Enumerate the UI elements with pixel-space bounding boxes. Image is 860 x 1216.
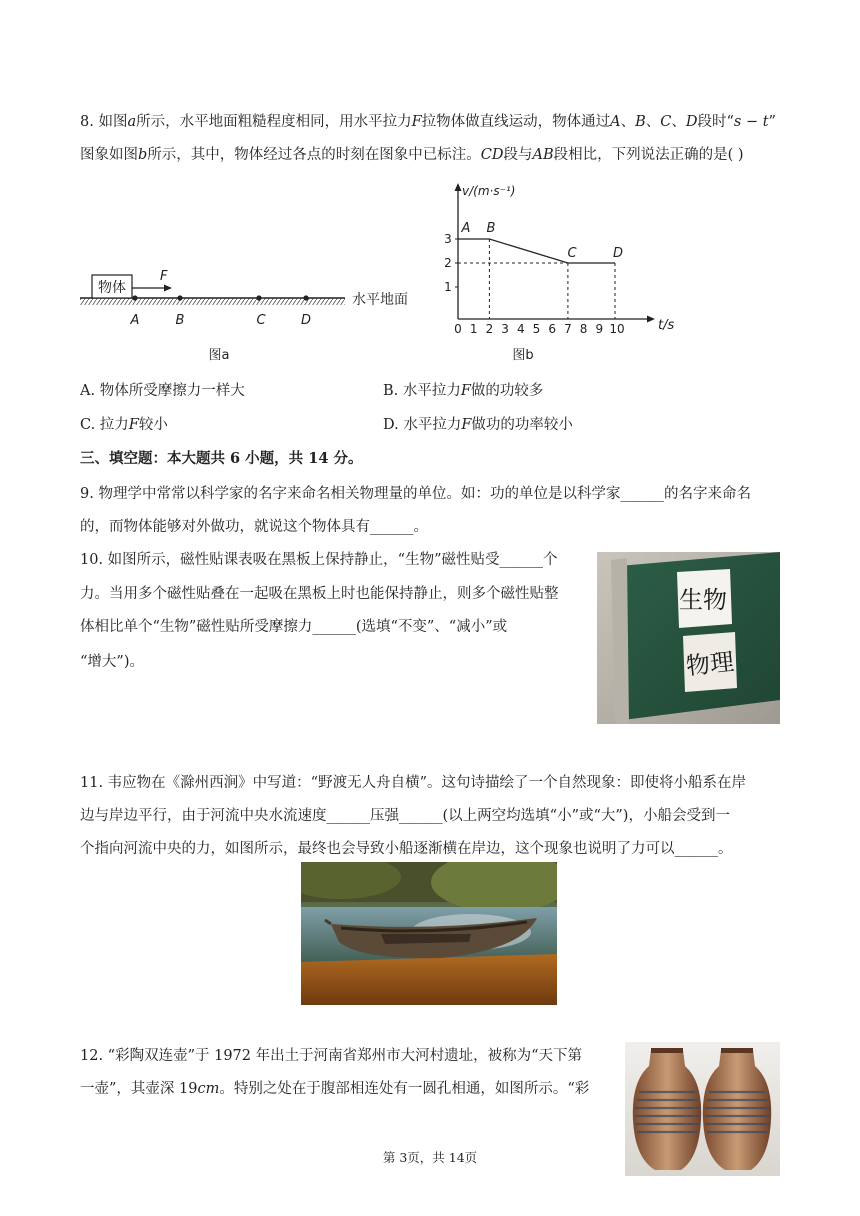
blackboard-photo	[597, 552, 780, 724]
x-tick-label-3: 3	[501, 322, 509, 336]
point-d-dot	[303, 295, 308, 300]
y-tick-label-1: 1	[444, 280, 452, 294]
point-c-label: C	[256, 313, 266, 328]
x-tick-labels	[454, 322, 624, 336]
q9-line1: 9. 物理学中常常以科学家的名字来命名相关物理量的单位。如：功的单位是以科学家______的名字来命名	[80, 486, 751, 502]
x-tick-label-7: 7	[564, 322, 572, 336]
q11-line1: 11. 韦应物在《滁州西涧》中写道：“野渡无人舟自横”。这句诗描绘了一个自然现象：即使将小船系在岸	[80, 775, 746, 791]
option-a: A. 物体所受摩擦力一样大	[80, 383, 245, 399]
y-tick-label-2: 2	[444, 256, 452, 270]
figure-b-caption: 图b	[512, 348, 534, 363]
q10-line4: “增大”)。	[80, 654, 144, 670]
x-tick-label-2: 2	[485, 322, 494, 336]
graph-point-a: A	[461, 221, 471, 236]
y-axis-label: v/(m·s⁻¹)	[462, 184, 516, 198]
magnet-label-biology: 生物	[679, 586, 727, 614]
point-a-dot	[132, 295, 137, 300]
q9-line2: 的，而物体能够对外做功，就说这个物体具有______。	[80, 519, 428, 535]
option-b: B. 水平拉力𝐹做的功较多	[383, 383, 544, 399]
q8-line2: 图象如图𝑏所示，其中，物体经过各点的时刻在图象中已标注。𝐶𝐷段与𝐴𝐵段相比，下列说法正确的是( )	[80, 147, 744, 163]
q10-line2: 力。当用多个磁性贴叠在一起吸在黑板上时也能保持静止，则多个磁性贴整	[80, 586, 559, 602]
q10-line3: 体相比单个“生物”磁性贴所受摩擦力______(选填“不变”、“减小”或	[80, 619, 508, 635]
x-tick-label-10: 10	[609, 322, 625, 336]
x-axis-arrow	[647, 316, 655, 323]
point-c-dot	[256, 295, 261, 300]
x-tick-label-5: 5	[532, 322, 541, 336]
velocity-line	[458, 239, 615, 263]
y-tick-label-3: 3	[444, 232, 452, 246]
point-a-label: A	[130, 313, 140, 328]
x-tick-label-1: 1	[469, 322, 478, 336]
q10-line1: 10. 如图所示，磁性贴课表吸在黑板上保持静止，“生物”磁性贴受______个	[80, 552, 558, 568]
q11-line2: 边与岸边平行，由于河流中央水流速度______压强______(以上两空均选填“小”或“大”)，小船会受到一	[80, 808, 730, 824]
q11-line3: 个指向河流中央的力，如图所示，最终也会导致小船逐渐横在岸边，这个现象也说明了力可以______。	[80, 841, 733, 857]
q8-line1: 8. 如图𝑎所示，水平地面粗糙程度相同，用水平拉力𝐹拉物体做直线运动，物体通过𝐴、𝐵、𝐶、𝐷段时“𝑠 − 𝑡”	[80, 114, 776, 130]
magnet-label-physics: 物理	[684, 647, 736, 681]
x-tick-label-4: 4	[516, 322, 525, 336]
boat-photo	[301, 862, 557, 1005]
graph-point-c: C	[567, 246, 577, 261]
graph-point-b: B	[486, 221, 496, 236]
point-b-label: B	[175, 313, 185, 328]
section-heading: 三、填空题：本大题共 6 小题，共 14 分。	[80, 450, 363, 467]
ground-label: 水平地面	[352, 292, 408, 308]
page-footer: 第 3页，共 14页	[382, 1150, 478, 1165]
q12-line2: 一壶”，其壶深 19𝑐𝑚。特别之处在于腹部相连处有一圆孔相通，如图所示。“彩	[80, 1081, 590, 1097]
point-b-dot	[177, 295, 182, 300]
q12-line1: 12. “彩陶双连壶”于 1972 年出土于河南省郑州市大河村遗址，被称为“天下第	[80, 1048, 583, 1064]
option-d: D. 水平拉力𝐹做功的功率较小	[383, 417, 573, 433]
graph-point-d: D	[612, 246, 624, 261]
force-arrow-head	[164, 285, 172, 292]
x-axis-label: t/s	[658, 318, 675, 333]
figure-a	[76, 264, 426, 368]
x-tick-label-9: 9	[595, 322, 604, 336]
point-d-label: D	[300, 313, 312, 328]
y-axis-arrow	[455, 183, 462, 191]
x-tick-label-6: 6	[548, 322, 557, 336]
object-label: 物体	[98, 280, 126, 296]
figure-a-caption: 图a	[208, 348, 230, 363]
x-tick-label-8: 8	[579, 322, 588, 336]
option-c: C. 拉力𝐹较小	[80, 417, 168, 433]
figure-b	[440, 178, 690, 368]
x-tick-label-0: 0	[454, 322, 462, 336]
force-label: F	[160, 269, 168, 284]
